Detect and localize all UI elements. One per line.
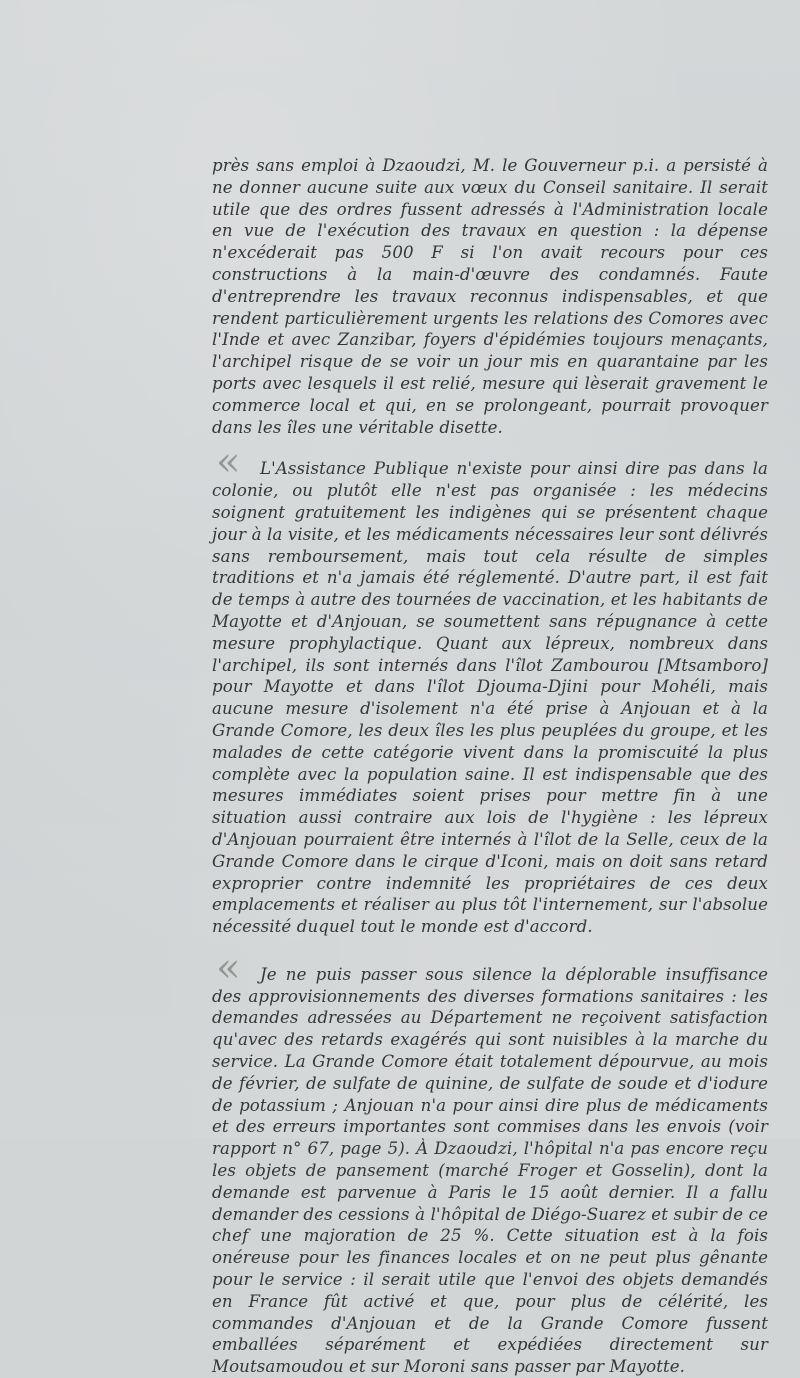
- paragraph-3-container: [212, 944, 768, 1378]
- opening-quote-mark: «: [216, 439, 241, 486]
- paragraph-3: Je ne puis passer sous silence la déplorable insuffisance des approvisionnements des diverses formations sanitaires : les demandes adressées au Département ne reçoivent satisfaction qu'avec des retards exagérés qui sont nuisibles à la marche du service. La Grande Comore était totalement dépourvue, au mois de février, de sulfate de quinine, de sulfate de soude et d'iodure de potassium ; Anjouan n'a pour ainsi dire plus de médicaments et des erreurs importantes sont commises dans les envois (voir rapport n° 67, page 5). À Dzaoudzi, l'hôpital n'a pas encore reçu les objets de pansement (marché Froger et Gosselin), dont la demande est parvenue à Paris le 15 août dernier. Il a fallu demander des cessions à l'hôpital de Diégo-Suarez et subir de ce chef une majoration de 25 %. Cette situation est à la fois onéreuse pour les finances locales et on ne peut plus gênante pour le service : il serait utile que l'envoi des objets demandés en France fût activé et que, pour plus de célérité, les commandes d'Anjouan et de la Grande Comore fussent emballées séparément et expédiées directement sur Moutsamoudou et sur Moroni sans passer par Mayotte.: [212, 964, 768, 1377]
- paragraph-2: L'Assistance Publique n'existe pour ainsi dire pas dans la colonie, ou plutôt elle n'est pas organisée : les médecins soignent gratuitement les indigènes qui se présentent chaque jour à la visite, et les médicaments nécessaires leur sont délivrés sans remboursement, mais tout cela résulte de simples traditions et n'a jamais été réglementé. D'autre part, il est fait de temps à autre des tournées de vaccination, et les habitants de Mayotte et d'Anjouan, se soumettent sans répugnance à cette mesure prophylactique. Quant aux lépreux, nombreux dans l'archipel, ils sont internés dans l'îlot Zambourou [Mtsamboro] pour Mayotte et dans l'îlot Djouma-Djini pour Mohéli, mais aucune mesure d'isolement n'a été prise à Anjouan et à la Grande Comore, les deux îles les plus peuplées du groupe, et les malades de cette catégorie vivent dans la promiscuité la plus complète avec la population saine. Il est indispensable que des mesures immédiates soient prises pour mettre fin à une situation aussi contraire aux lois de l'hygiène : les lépreux d'Anjouan pourraient être internés à l'îlot de la Selle, ceux de la Grande Comore dans le cirque d'Iconi, mais on doit sans retard exproprier contre indemnité les propriétaires de ces deux emplacements et réaliser au plus tôt l'internement, sur l'absolue nécessité duquel tout le monde est d'accord.: [212, 459, 768, 937]
- body-text: [212, 155, 768, 1378]
- paragraph-2-container: [212, 439, 768, 938]
- opening-quote-mark: «: [216, 944, 241, 991]
- paragraph-1: près sans emploi à Dzaoudzi, M. le Gouverneur p.i. a persisté à ne donner aucune suite aux vœux du Conseil sanitaire. Il serait utile que des ordres fussent adressés à l'Administration locale en vue de l'exécution des travaux en question : la dépense n'excéderait pas 500 F si l'on avait recours pour ces constructions à la main-d'œuvre des condamnés. Faute d'entreprendre les travaux reconnus indispensables, et que rendent particulièrement urgents les relations des Comores avec l'Inde et avec Zanzibar, foyers d'épidémies toujours menaçants, l'archipel risque de se voir un jour mis en quarantaine par les ports avec lesquels il est relié, mesure qui lèserait gravement le commerce local et qui, en se prolongeant, pourrait provoquer dans les îles une véritable disette.: [212, 156, 768, 437]
